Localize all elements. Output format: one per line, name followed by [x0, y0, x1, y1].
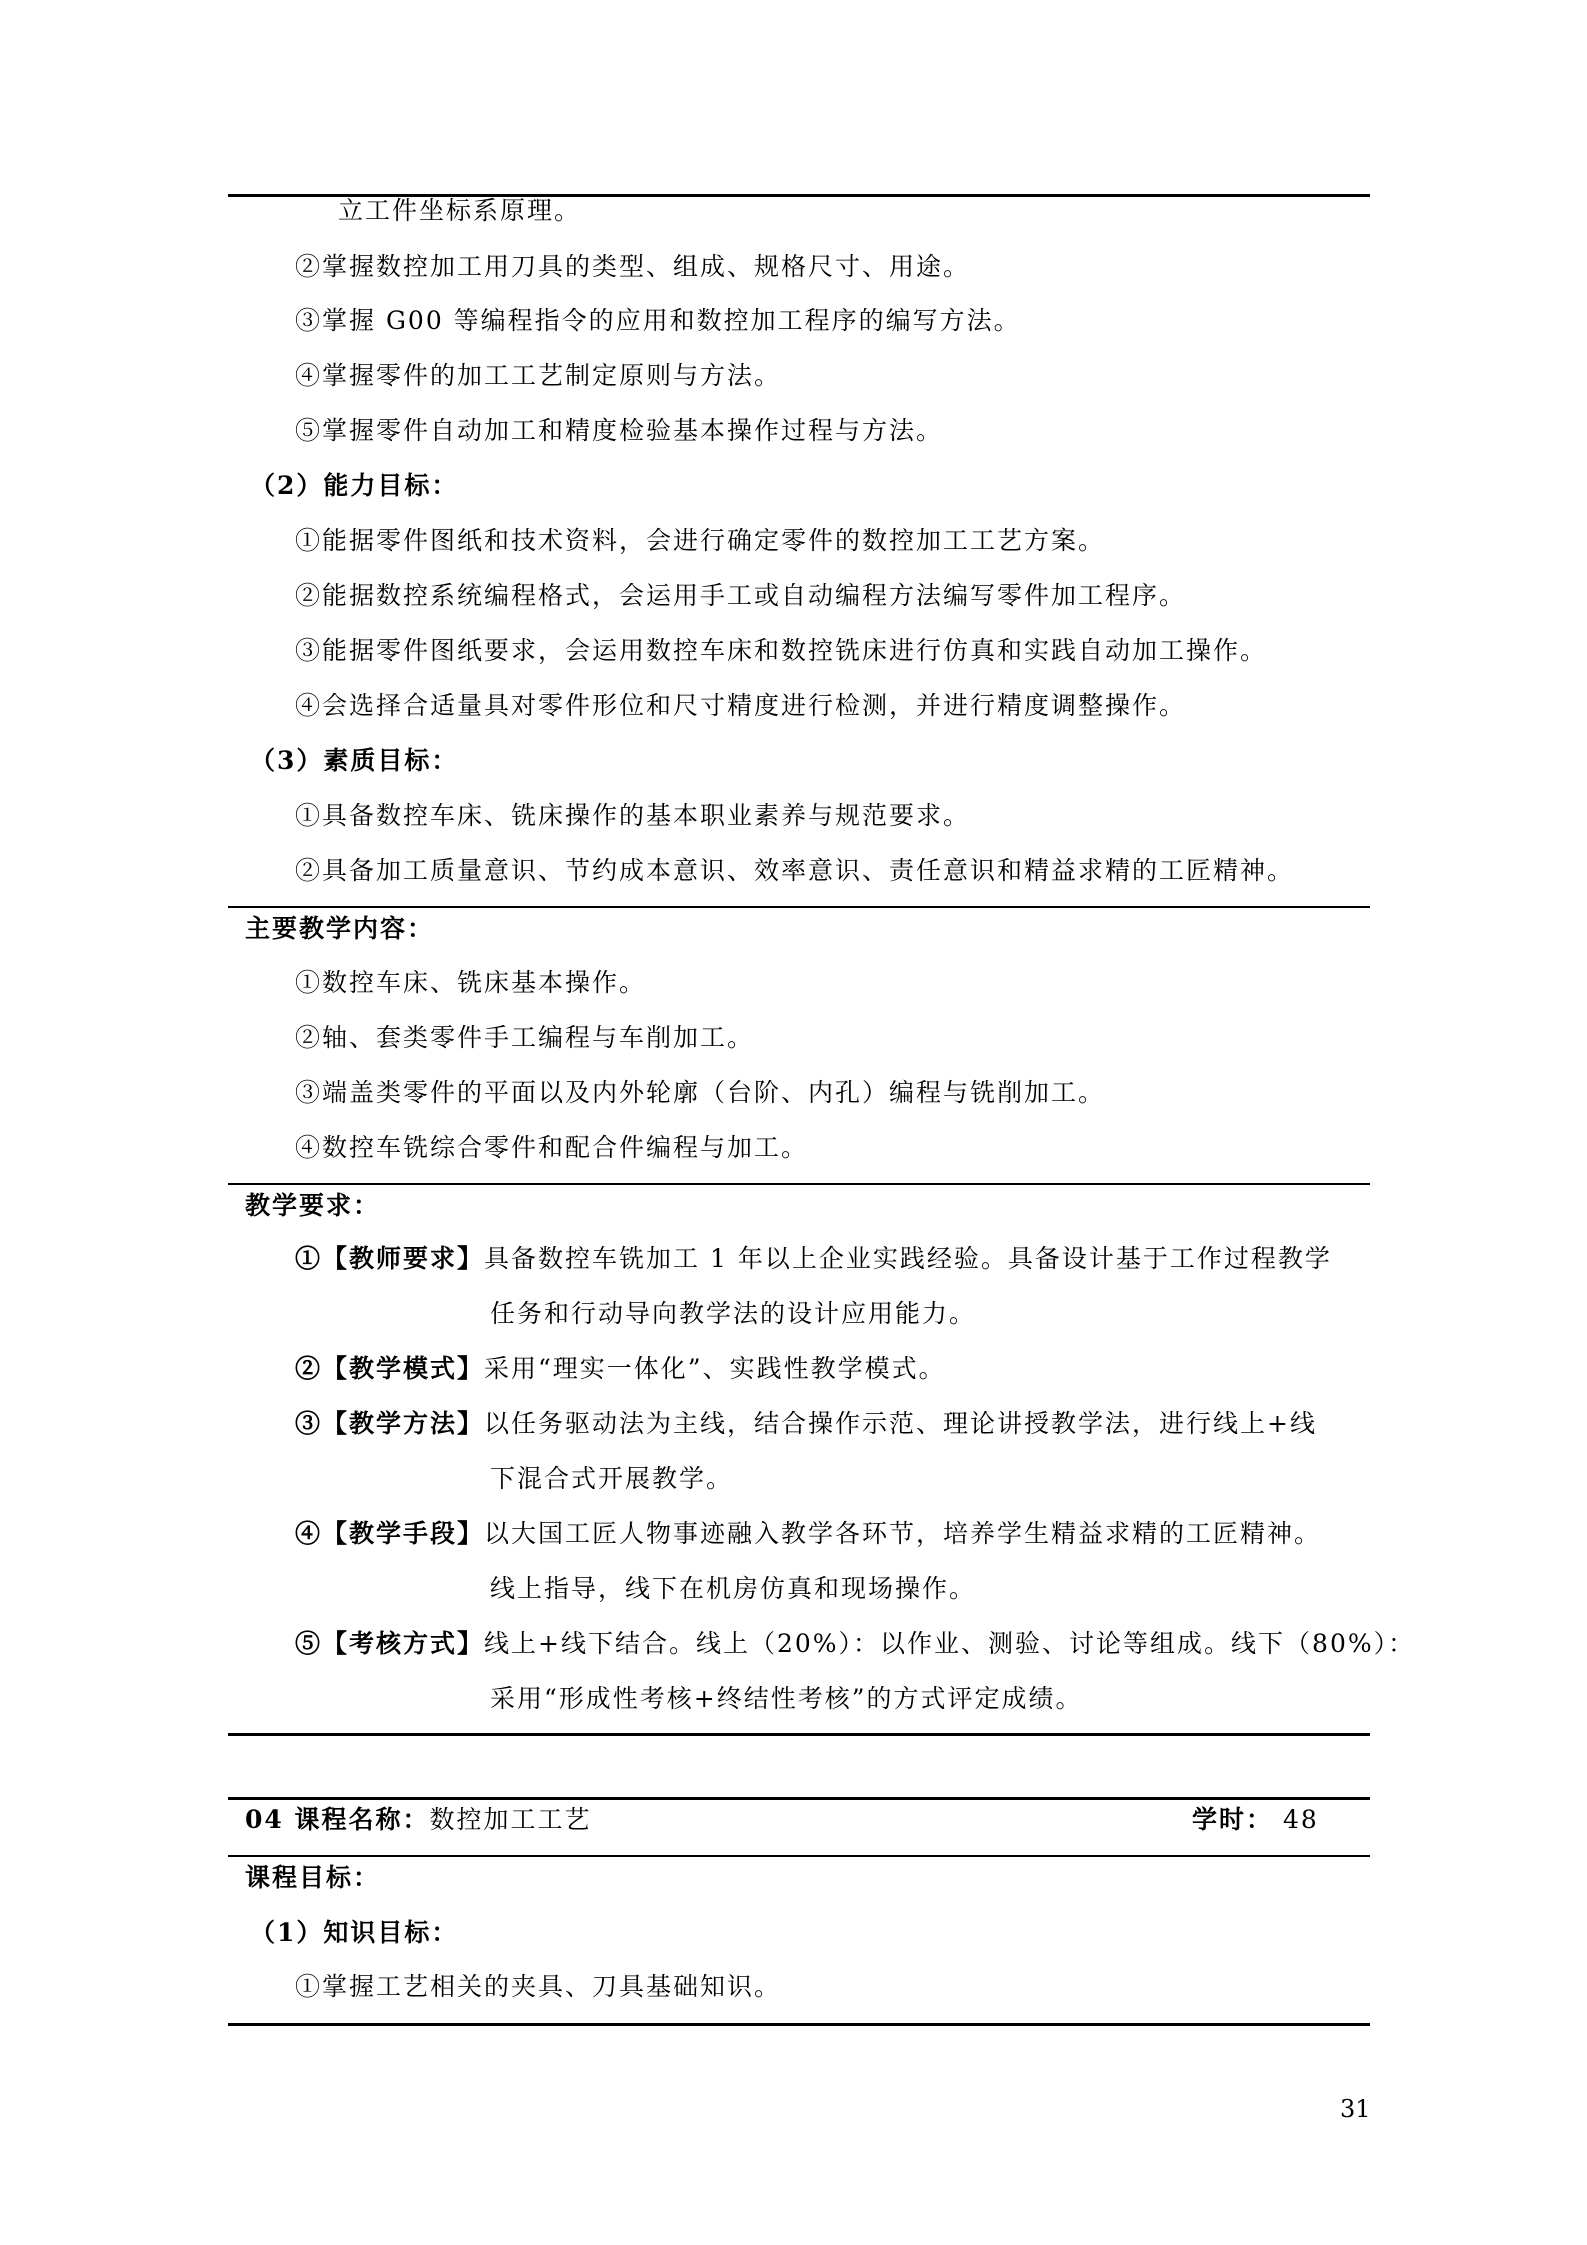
content-item: ③端盖类零件的平面以及内外轮廓（台阶、内孔）编程与铣削加工。 [295, 1078, 1106, 1107]
requirement-label: ⑤【考核方式】 [295, 1629, 485, 1658]
quality-heading: （3）素质目标： [250, 746, 459, 775]
knowledge-item: ②掌握数控加工用刀具的类型、组成、规格尺寸、用途。 [295, 252, 971, 281]
quality-item: ②具备加工质量意识、节约成本意识、效率意识、责任意识和精益求精的工匠精神。 [295, 856, 1295, 885]
course-goals-heading: 课程目标： [245, 1863, 381, 1892]
requirement-continuation: 任务和行动导向教学法的设计应用能力。 [490, 1299, 977, 1328]
requirements-heading: 教学要求： [245, 1191, 381, 1220]
requirement-label: ②【教学模式】 [295, 1354, 485, 1383]
requirement-text: 线上+线下结合。线上（20%）：以作业、测验、讨论等组成。线下（80%）： [484, 1629, 1416, 1658]
ability-heading: （2）能力目标： [250, 471, 459, 500]
course-hours-label: 学时： [1192, 1805, 1274, 1834]
requirement-item [295, 1352, 946, 1386]
course-knowledge-heading: （1）知识目标： [250, 1918, 459, 1947]
course-name-label: 04 课程名称： [245, 1805, 430, 1834]
content-item: ④数控车铣综合零件和配合件编程与加工。 [295, 1133, 809, 1162]
requirement-continuation: 下混合式开展教学。 [490, 1464, 734, 1493]
requirement-continuation: 采用“形成性考核+终结性考核”的方式评定成绩。 [490, 1684, 1083, 1713]
requirement-text: 以任务驱动法为主线，结合操作示范、理论讲授教学法，进行线上+线 [484, 1409, 1317, 1438]
table-bottom-border [228, 1733, 1370, 1736]
course-name-row [245, 1803, 592, 1837]
row-divider [228, 1855, 1370, 1857]
course-name-value: 数控加工工艺 [429, 1805, 592, 1834]
course-knowledge-item: ①掌握工艺相关的夹具、刀具基础知识。 [295, 1972, 782, 2001]
course-hours-value: 48 [1282, 1805, 1319, 1834]
ability-item: ③能据零件图纸要求，会运用数控车床和数控铣床进行仿真和实践自动加工操作。 [295, 636, 1268, 665]
requirement-label: ①【教师要求】 [295, 1244, 485, 1273]
requirement-text: 采用“理实一体化”、实践性教学模式。 [484, 1354, 946, 1383]
knowledge-item: ③掌握 G00 等编程指令的应用和数控加工程序的编写方法。 [295, 306, 1021, 335]
requirement-label: ③【教学方法】 [295, 1409, 485, 1438]
page-bottom-border [228, 2023, 1370, 2026]
course-table-top-border [228, 1797, 1370, 1800]
ability-item: ②能据数控系统编程格式，会运用手工或自动编程方法编写零件加工程序。 [295, 581, 1187, 610]
ability-item: ①能据零件图纸和技术资料，会进行确定零件的数控加工工艺方案。 [295, 526, 1106, 555]
requirement-item [295, 1242, 1332, 1276]
ability-item: ④会选择合适量具对零件形位和尺寸精度进行检测，并进行精度调整操作。 [295, 691, 1187, 720]
requirement-item [295, 1627, 1415, 1661]
knowledge-item-tail: 立工件坐标系原理。 [338, 196, 582, 225]
knowledge-item: ⑤掌握零件自动加工和精度检验基本操作过程与方法。 [295, 416, 944, 445]
content-item: ①数控车床、铣床基本操作。 [295, 968, 647, 997]
row-divider [228, 906, 1370, 908]
requirement-continuation: 线上指导，线下在机房仿真和现场操作。 [490, 1574, 977, 1603]
quality-item: ①具备数控车床、铣床操作的基本职业素养与规范要求。 [295, 801, 971, 830]
requirement-text: 以大国工匠人物事迹融入教学各环节，培养学生精益求精的工匠精神。 [484, 1519, 1322, 1548]
content-heading: 主要教学内容： [245, 914, 435, 943]
knowledge-item: ④掌握零件的加工工艺制定原则与方法。 [295, 361, 782, 390]
course-hours [1192, 1803, 1319, 1837]
requirement-text: 具备数控车铣加工 1 年以上企业实践经验。具备设计基于工作过程教学 [484, 1244, 1332, 1273]
requirement-item [295, 1407, 1317, 1441]
requirement-label: ④【教学手段】 [295, 1519, 485, 1548]
page-number: 31 [1340, 2095, 1371, 2123]
requirement-item [295, 1517, 1321, 1551]
content-item: ②轴、套类零件手工编程与车削加工。 [295, 1023, 755, 1052]
row-divider [228, 1183, 1370, 1185]
